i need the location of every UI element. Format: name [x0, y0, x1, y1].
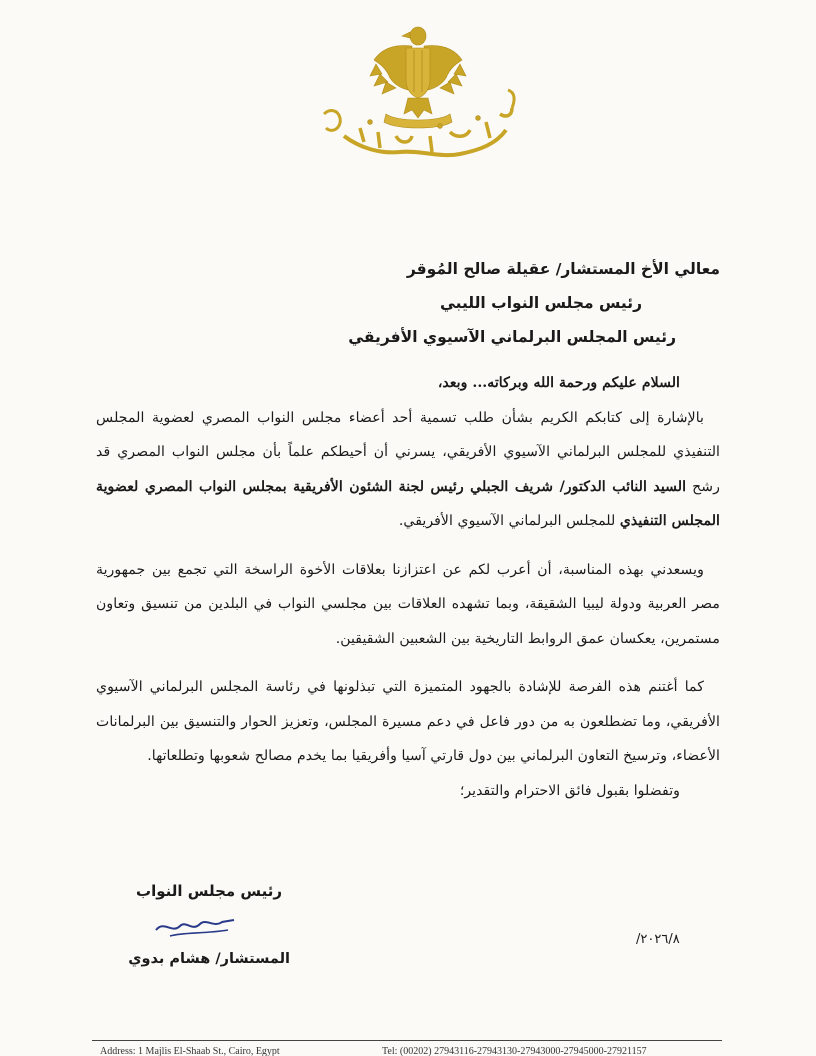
eagle-emblem-icon	[300, 18, 540, 178]
addressee-line-3: رئيس المجلس البرلماني الآسيوي الأفريقي	[348, 328, 676, 346]
nominee-highlight: السيد النائب الدكتور/ شريف الجبلي رئيس لجنة الشئون الأفريقية بمجلس النواب المصري لعضوية المجلس التنفيذي	[96, 478, 720, 529]
footer-address: Address: 1 Majlis El-Shaab St., Cairo, Egypt	[100, 1046, 280, 1056]
addressee-block	[160, 252, 720, 354]
signatory-title: رئيس مجلس النواب	[136, 882, 282, 900]
handwritten-signature-icon	[150, 912, 240, 942]
letter-date: ٢٠٢٦/٨/	[636, 932, 680, 947]
addressee-line-1: معالي الأخ المستشار/ عقيلة صالح المُوقر	[406, 260, 720, 278]
footer-divider	[92, 1040, 722, 1041]
footer	[100, 1046, 720, 1056]
footer-telephone: Tel: (00202) 27943116-27943130-27943000-27945000-27921157	[382, 1046, 647, 1056]
paragraph-2: ويسعدني بهذه المناسبة، أن أعرب لكم عن اعتزازنا بعلاقات الأخوة الراسخة التي تجمع بين جمهورية مصر العربية ودولة ليبيا الشقيقة، وبما تشهده العلاقات بين مجلسي النواب في البلدين من تنسيق وتعاون مستمرين، يعكسان عمق الروابط التاريخية بين الشعبين الشقيقين.	[96, 561, 720, 647]
paragraph-1-text-b: للمجلس البرلماني الآسيوي الأفريقي.	[398, 513, 620, 529]
paragraph-3: كما أغتنم هذه الفرصة للإشادة بالجهود المتميزة التي تبذلونها في رئاسة المجلس البرلماني الآسيوي الأفريقي، وما تضطلعون به من دور فاعل في دعم مسيرة المجلس، وتعزيز الحوار والتنسيق بين البرلمانات الأعضاء، وترسيخ التعاون البرلماني بين دول قارتي آسيا وأفريقيا بما يخدم مصالح شعوبها وتطلعاتها.	[96, 679, 720, 764]
closing-line: وتفضلوا بقبول فائق الاحترام والتقدير؛	[459, 782, 680, 799]
paragraph-1-text-a: بالإشارة إلى كتابكم الكريم بشأن طلب تسمية أحد أعضاء مجلس النواب المصري لعضوية المجلس التنفيذي للمجلس البرلماني الآسيوي الأفريقي، يسرني أن أحيطكم علماً بأن مجلس النواب المصري قد رشح	[96, 409, 720, 495]
greeting: السلام عليكم ورحمة الله وبركاته... وبعد،	[437, 375, 680, 391]
addressee-line-2: رئيس مجلس النواب الليبي	[439, 294, 642, 312]
paragraph-1	[96, 401, 720, 539]
signatory-name: المستشار/ هشام بدوي	[128, 951, 290, 967]
letter-body	[96, 366, 720, 808]
